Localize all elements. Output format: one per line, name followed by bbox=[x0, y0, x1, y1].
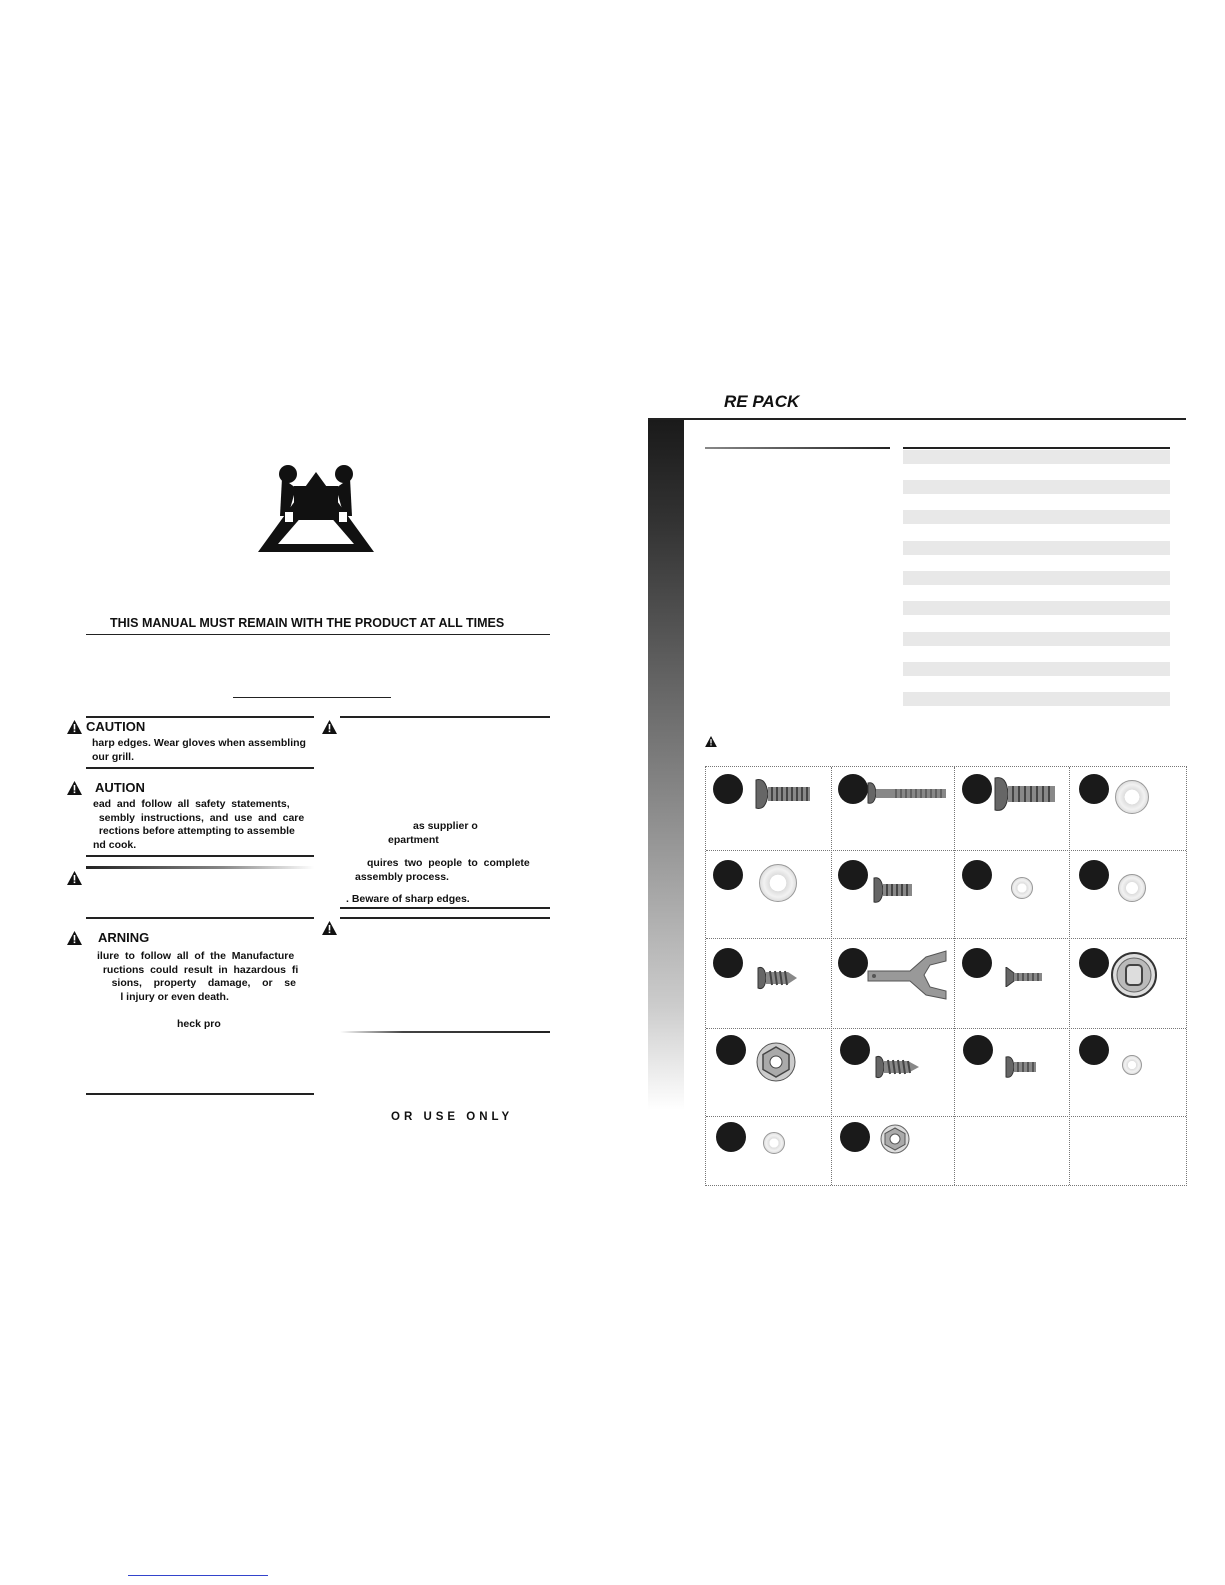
short-bolt-icon bbox=[1004, 1055, 1038, 1079]
footer-text: OR USE ONLY bbox=[391, 1111, 514, 1123]
hardware-badge bbox=[713, 774, 743, 804]
banner-rule bbox=[86, 634, 550, 635]
bracket-icon bbox=[866, 949, 948, 1001]
title-rule bbox=[648, 418, 1186, 420]
hardware-badge bbox=[962, 774, 992, 804]
right-table-rule bbox=[903, 447, 1170, 449]
hardware-badge bbox=[963, 1035, 993, 1065]
manual-banner: THIS MANUAL MUST REMAIN WITH THE PRODUCT AT ALL TIMES bbox=[110, 616, 505, 630]
warning3-rule bbox=[86, 917, 314, 919]
sharp-edges-text: . Beware of sharp edges. bbox=[346, 893, 470, 905]
caution2-text: ead and follow all safety statements, sembly instructions, and use and care rections before attempting to assemble nd cook. bbox=[93, 798, 305, 851]
warning-triangle-icon bbox=[67, 931, 82, 945]
right-col-rule-2 bbox=[340, 917, 550, 919]
hardware-badge bbox=[1079, 948, 1109, 978]
footer-link-underline bbox=[128, 1575, 268, 1576]
warning-title: ARNING bbox=[98, 930, 150, 945]
warning-text: ilure to follow all of the Manufacture ructions could result in hazardous fi sions, property damage, or se l injury or even death. bbox=[97, 950, 299, 1003]
washer-icon bbox=[763, 1132, 785, 1154]
caution2-title: AUTION bbox=[95, 780, 145, 795]
hardware-badge bbox=[1079, 774, 1109, 804]
hardware-badge bbox=[1079, 860, 1109, 890]
hardware-badge bbox=[840, 1035, 870, 1065]
check-text: heck pro bbox=[177, 1018, 221, 1030]
short-bolt-icon bbox=[872, 876, 914, 904]
hardware-badge bbox=[1079, 1035, 1109, 1065]
hardware-badge bbox=[838, 860, 868, 890]
page-title: RE PACK bbox=[724, 392, 800, 411]
left-table-rule bbox=[705, 447, 890, 449]
knob-icon bbox=[1111, 952, 1157, 998]
warning-triangle-icon bbox=[322, 921, 337, 935]
washer-icon bbox=[1011, 877, 1033, 899]
hardware-badge bbox=[840, 1122, 870, 1152]
table-row bbox=[903, 601, 1170, 615]
hardware-badge bbox=[838, 774, 868, 804]
warning-bottom-rule bbox=[86, 1093, 314, 1095]
supplier-text: as supplier o epartment bbox=[388, 820, 478, 846]
washer-icon bbox=[1115, 780, 1149, 814]
hardware-badge bbox=[962, 948, 992, 978]
hardware-badge bbox=[962, 860, 992, 890]
hardware-badge bbox=[716, 1035, 746, 1065]
washer-icon bbox=[1118, 874, 1146, 902]
side-bar bbox=[648, 420, 684, 1110]
hex-nut-icon bbox=[756, 1042, 796, 1082]
screw-icon bbox=[756, 965, 798, 991]
gradient-rule bbox=[340, 1031, 550, 1033]
caution-text: harp edges. Wear gloves when assembling our grill. bbox=[92, 737, 306, 763]
caution-title: CAUTION bbox=[86, 719, 146, 734]
table-row bbox=[903, 692, 1170, 706]
hex-nut-icon bbox=[880, 1124, 910, 1154]
left-col-top-rule bbox=[86, 716, 314, 718]
long-bolt-icon bbox=[866, 781, 948, 805]
hardware-badge bbox=[713, 948, 743, 978]
section-rule bbox=[233, 697, 391, 698]
table-row bbox=[903, 571, 1170, 585]
two-person-lift-icon bbox=[258, 464, 374, 552]
bolt-icon bbox=[754, 777, 812, 811]
warning-triangle-icon bbox=[705, 736, 717, 747]
warning-triangle-icon bbox=[67, 871, 82, 885]
warning-triangle-icon bbox=[67, 720, 82, 734]
right-col-top-rule bbox=[340, 716, 550, 718]
table-row bbox=[903, 510, 1170, 524]
table-row bbox=[903, 632, 1170, 646]
hardware-grid bbox=[705, 766, 1187, 1186]
caution2-rule bbox=[86, 855, 314, 857]
table-row bbox=[903, 450, 1170, 464]
bolt-icon bbox=[993, 775, 1057, 813]
gradient-rule bbox=[86, 866, 314, 869]
screw-icon bbox=[874, 1054, 920, 1080]
hardware-badge bbox=[713, 860, 743, 890]
washer-icon bbox=[759, 864, 797, 902]
table-row bbox=[903, 662, 1170, 676]
warning-triangle-icon bbox=[322, 720, 337, 734]
hardware-badge bbox=[838, 948, 868, 978]
two-people-text: quires two people to complete assembly process. bbox=[355, 857, 530, 883]
warning-triangle-icon bbox=[67, 781, 82, 795]
washer-icon bbox=[1122, 1055, 1142, 1075]
right-col-rule-1 bbox=[340, 907, 550, 909]
table-row bbox=[903, 480, 1170, 494]
caution-rule bbox=[86, 767, 314, 769]
flat-screw-icon bbox=[1004, 967, 1044, 987]
table-row bbox=[903, 541, 1170, 555]
hardware-badge bbox=[716, 1122, 746, 1152]
